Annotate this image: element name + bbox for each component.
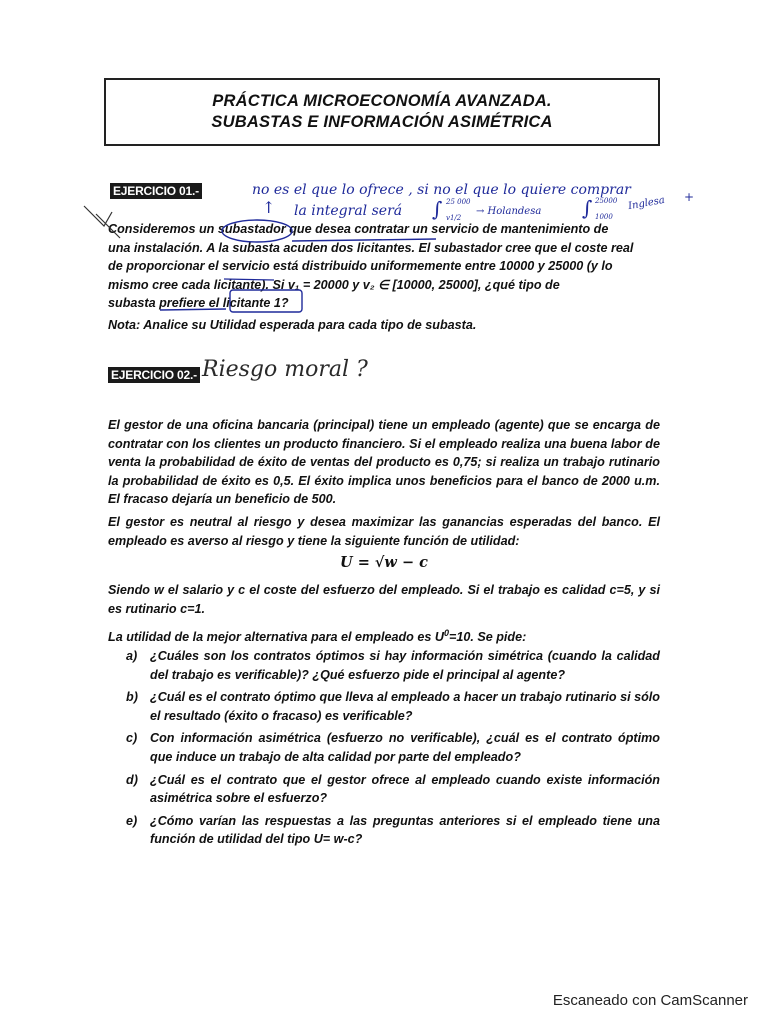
reservation-utility-text: La utilidad de la mejor alternativa para el empleado es U [108, 630, 444, 645]
reservation-utility-superscript: 0 [443, 628, 449, 638]
exercise-1-line-1: Consideremos un subastador que desea contratar un servicio de mantenimiento de [108, 222, 609, 236]
question-d [126, 771, 660, 808]
question-text: Con información asimétrica (esfuerzo no verificable), ¿cuál es el contrato óptimo que induce un trabajo de alta calidad por parte del empleado? [150, 731, 660, 764]
question-list [126, 647, 660, 853]
question-letter: d) [126, 772, 138, 787]
question-text: ¿Cuáles son los contratos óptimos si hay información simétrica (cuando la calidad del trabajo es verificable)? ¿Qué esfuerzo pide el principal al agente? [150, 649, 660, 682]
handnote-integral2-upper: 25000 [595, 197, 618, 205]
handnote-english: Inglesa [627, 194, 666, 213]
title-box [104, 78, 660, 146]
exercise-1-line-2: una instalación. A la subasta acuden dos licitantes. El subastador cree que el coste real [108, 240, 634, 255]
handnote-integral2-lower: 1000 [595, 213, 613, 221]
integral-sign-icon: ∫ [432, 197, 443, 221]
question-text: ¿Cuál es el contrato que el gestor ofrece al empleado cuando existe información asimétrica sobre el esfuerzo? [150, 772, 660, 806]
handnote-integral-text: la integral será [294, 203, 403, 219]
question-letter: a) [126, 649, 138, 663]
exercise-1-note: Nota: Analice su Utilidad esperada para cada tipo de subasta. [108, 318, 477, 332]
question-letter: b) [126, 690, 138, 705]
handnote-moral-hazard: Riesgo moral ? [202, 357, 368, 382]
question-text: ¿Cómo varían las respuestas a las preguntas anteriores si el empleado tiene una función de utilidad del tipo U= w-c? [150, 813, 660, 847]
question-a [126, 647, 660, 684]
exercise-1-line-3: de proporcionar el servicio está distribuido uniformemente entre 10000 y 25000 (y lo [108, 259, 613, 274]
question-c [126, 729, 660, 766]
integral-sign-icon-2: ∫ [582, 196, 593, 220]
title-line-1: PRÁCTICA MICROECONOMÍA AVANZADA. [212, 92, 552, 110]
utility-formula: U = √w − c [340, 554, 428, 571]
exercise-2-paragraph-2: El gestor es neutral al riesgo y desea maximizar las ganancias esperadas del banco. El empleado es averso al riesgo y tiene la siguiente función de utilidad: [108, 515, 660, 548]
question-letter: c) [126, 731, 138, 746]
exercise-2-label: EJERCICIO 02.- [108, 367, 200, 383]
handnote-dutch: → Holandesa [476, 206, 542, 217]
question-text: ¿Cuál es el contrato óptimo que lleva al empleado a hacer un trabajo rutinario si sólo el resultado (éxito o fracaso) es verificable? [150, 690, 660, 723]
exercise-2-paragraph-1: El gestor de una oficina bancaria (principal) tiene un empleado (agente) que se encarga de contratar con los clientes un producto financiero. Si el empleado realiza una buena labor de venta la probabilidad de éxito de ventas del producto es 0,75; si realiza un trabajo rutinario la probabilidad de éxito es 0,5. El éxito implica unos beneficios para el banco de 2000 u.m. El fracaso dejaría un beneficio de 500. [108, 418, 660, 507]
question-b [126, 688, 660, 725]
scanner-watermark: Escaneado con CamScanner [552, 992, 748, 1009]
title-line-2: SUBASTAS E INFORMACIÓN ASIMÉTRICA [211, 113, 553, 131]
up-arrow-icon: ↑ [262, 198, 276, 217]
exercise-2-paragraph-3: Siendo w el salario y c el coste del esfuerzo del empleado. Si el trabajo es calidad c=5, y si es rutinario c=1. [108, 583, 660, 616]
exercise-1-label: EJERCICIO 01.- [110, 183, 202, 199]
exercise-1-line-4: mismo cree cada licitante). Si v₁ = 20000 y v₂ ∈ [10000, 25000], ¿qué tipo de [108, 277, 560, 292]
exercise-1-line-5: subasta prefiere el licitante 1? [108, 296, 289, 311]
reservation-utility-suffix: =10. Se pide: [448, 630, 527, 645]
exercise-1-statement [108, 220, 664, 313]
exercise-2-paragraph-4 [108, 624, 660, 647]
handnote-plus: + [684, 190, 695, 204]
question-letter: e) [126, 813, 138, 828]
question-e [126, 812, 660, 849]
handnote-integral-upper: 25 000 [446, 198, 471, 206]
handnote-integral-lower: v1/2 [446, 214, 462, 222]
handnote-buyer-comment: no es el que lo ofrece , si no el que lo quiere comprar [252, 182, 631, 198]
